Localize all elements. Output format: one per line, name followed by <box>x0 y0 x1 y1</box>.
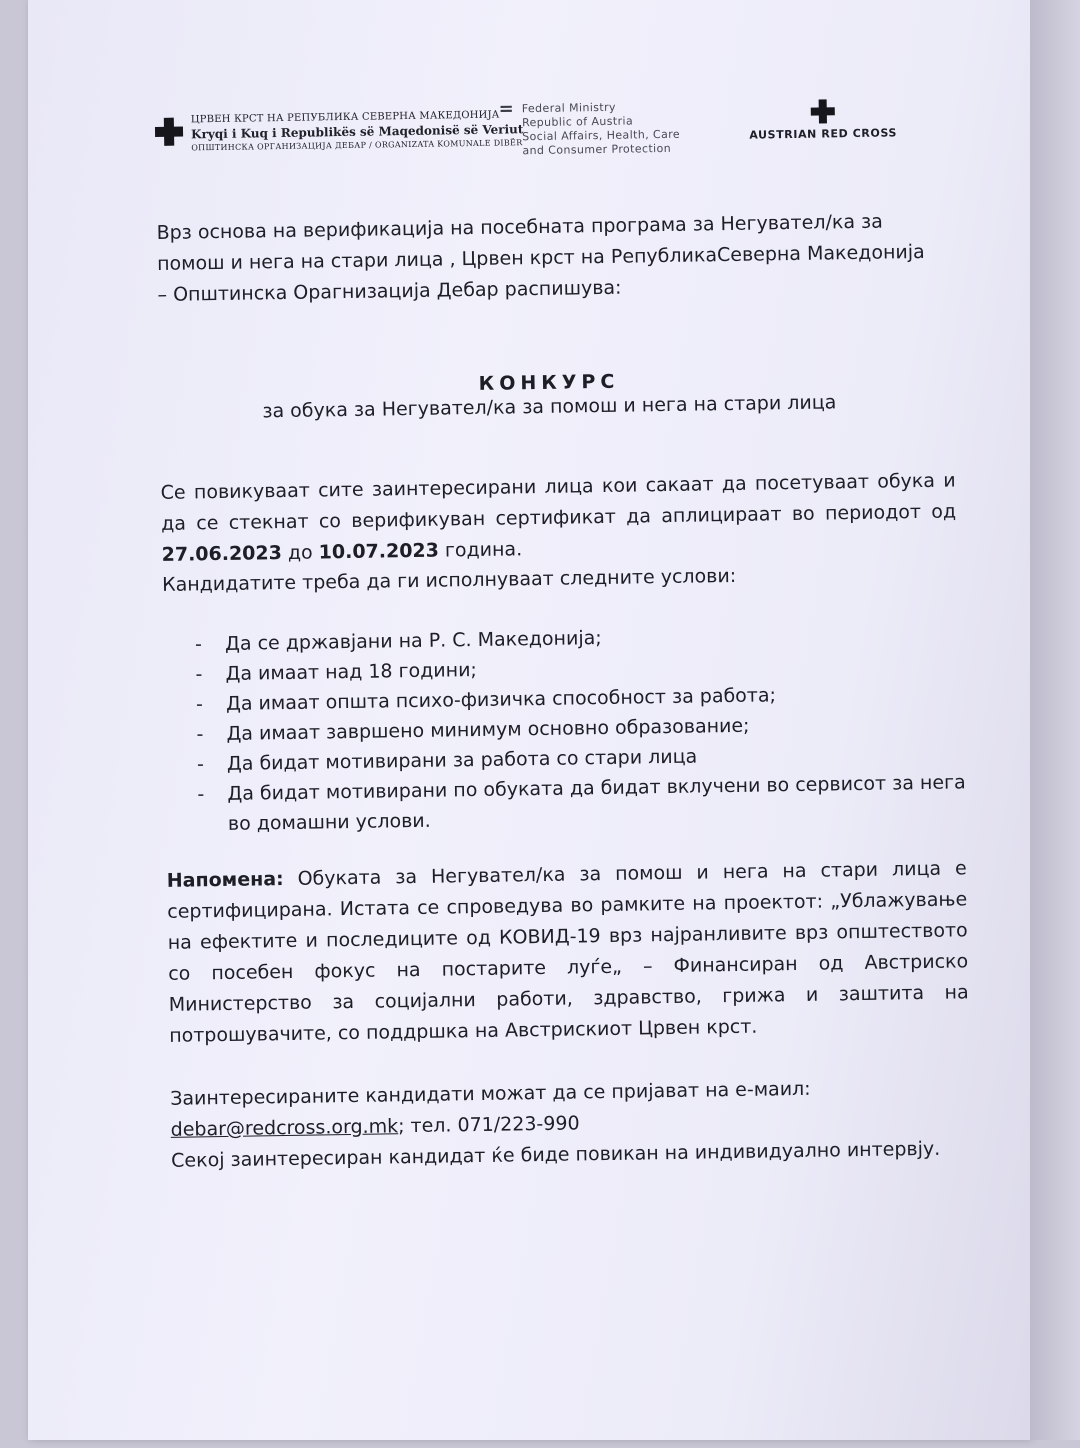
austrian-cross-icon <box>811 99 835 123</box>
ministry-line: Republic of Austria <box>521 114 634 130</box>
contact-block <box>170 1071 981 1177</box>
email-link[interactable]: debar@redcross.org.mk <box>170 1115 399 1141</box>
logo-line-al: Kryqi i Kuq i Republikës së Maqedonisë së Veriut <box>190 122 524 142</box>
austrian-red-cross-logo <box>743 98 904 142</box>
list-item: - Да имаат завршено минимум основно образование; <box>196 707 976 749</box>
list-item: - Да се државјани на Р. С. Македонија; <box>195 617 975 659</box>
austrian-red-cross-label: AUSTRIAN RED CROSS <box>749 126 898 142</box>
dash-bullet: - <box>195 693 204 716</box>
red-cross-macedonia-logo <box>155 108 524 155</box>
note-paragraph <box>167 853 970 1052</box>
intro-paragraph: Врз основа на верификација на посебната програма за Негувател/ка за помош и нега на стари лица , Црвен крст на РепубликаСеверна Македонија – Општинска Орагнизација Дебар распишува: <box>156 210 925 306</box>
austria-emblem-icon: = <box>498 98 514 120</box>
interview-note: Секој заинтересиран кандидат ќе биде повикан на индивидуално интервју. <box>171 1137 941 1172</box>
list-item: - Да имаат над 18 години; <box>195 647 975 689</box>
date-between: до <box>287 541 313 564</box>
ministry-line: Federal Ministry <box>521 100 617 116</box>
note-label: Напомена: <box>166 868 284 892</box>
note-text: Обуката за Негувател/ка за помош и нега на стари лица е сертифицирана. Истата се спроведува во рамките на проектот: „Ублажување на ефектите и последиците од КОВИД-19 врз најранливите врз општеството со посебен фокус на постарите луѓе„ – Финансиран од Австриско Министерство за социјални работи, здравство, грижа и заштита на потрошувачите, со поддршка на Австрискиот Црвен крст. <box>167 857 969 1047</box>
phone-text: ; тел. 071/223-990 <box>397 1112 580 1138</box>
date-suffix: година. <box>444 538 523 562</box>
dash-bullet: - <box>196 753 205 776</box>
contact-intro: Заинтересираните кандидати можат да се пријават на е-маил: <box>170 1077 811 1110</box>
dash-bullet: - <box>194 633 203 656</box>
date-from: 27.06.2023 <box>161 542 283 566</box>
logo-line-branch: ОПШТИНСКА ОРГАНИЗАЦИЈА ДЕБАР / ORGANIZATA KOMUNALE DIBËR <box>191 138 523 153</box>
logo-line-mk: ЦРВЕН КРСТ НА РЕПУБЛИКА СЕВЕРНА МАКЕДОНИЈА <box>190 109 500 126</box>
ministry-line: and Consumer Protection <box>522 141 672 158</box>
red-cross-icon <box>155 118 183 146</box>
conditions-label: Кандидатите треба да ги исполнуваат следните услови: <box>161 564 737 596</box>
federal-ministry-logo <box>499 100 681 159</box>
ministry-line: Social Affairs, Health, Care <box>522 127 681 144</box>
dash-bullet: - <box>196 723 204 746</box>
call-text: Се повикуваат сите заинтересирани лица кои сакаат да посетуваат обука и да се стекнат со верификуван сертификат да аплицираат во периодот од <box>160 469 957 535</box>
call-paragraph <box>160 465 956 570</box>
dash-bullet: - <box>197 783 205 806</box>
conditions-list <box>195 617 978 839</box>
list-item: - Да имаат општа психо-физичка способност за работа; <box>196 677 976 719</box>
date-to: 10.07.2023 <box>318 539 440 564</box>
dash-bullet: - <box>195 663 203 686</box>
document-subtitle: за обука за Негувател/ка за помош и нега на стари лица <box>262 391 837 423</box>
list-item: - Да бидат мотивирани за работа со стари лица <box>197 737 977 779</box>
document-title: КОНКУРС <box>478 370 620 395</box>
list-item: - Да бидат мотивирани по обуката да бидат вклучени во сервисот за нега во домашни услови. <box>197 771 966 835</box>
